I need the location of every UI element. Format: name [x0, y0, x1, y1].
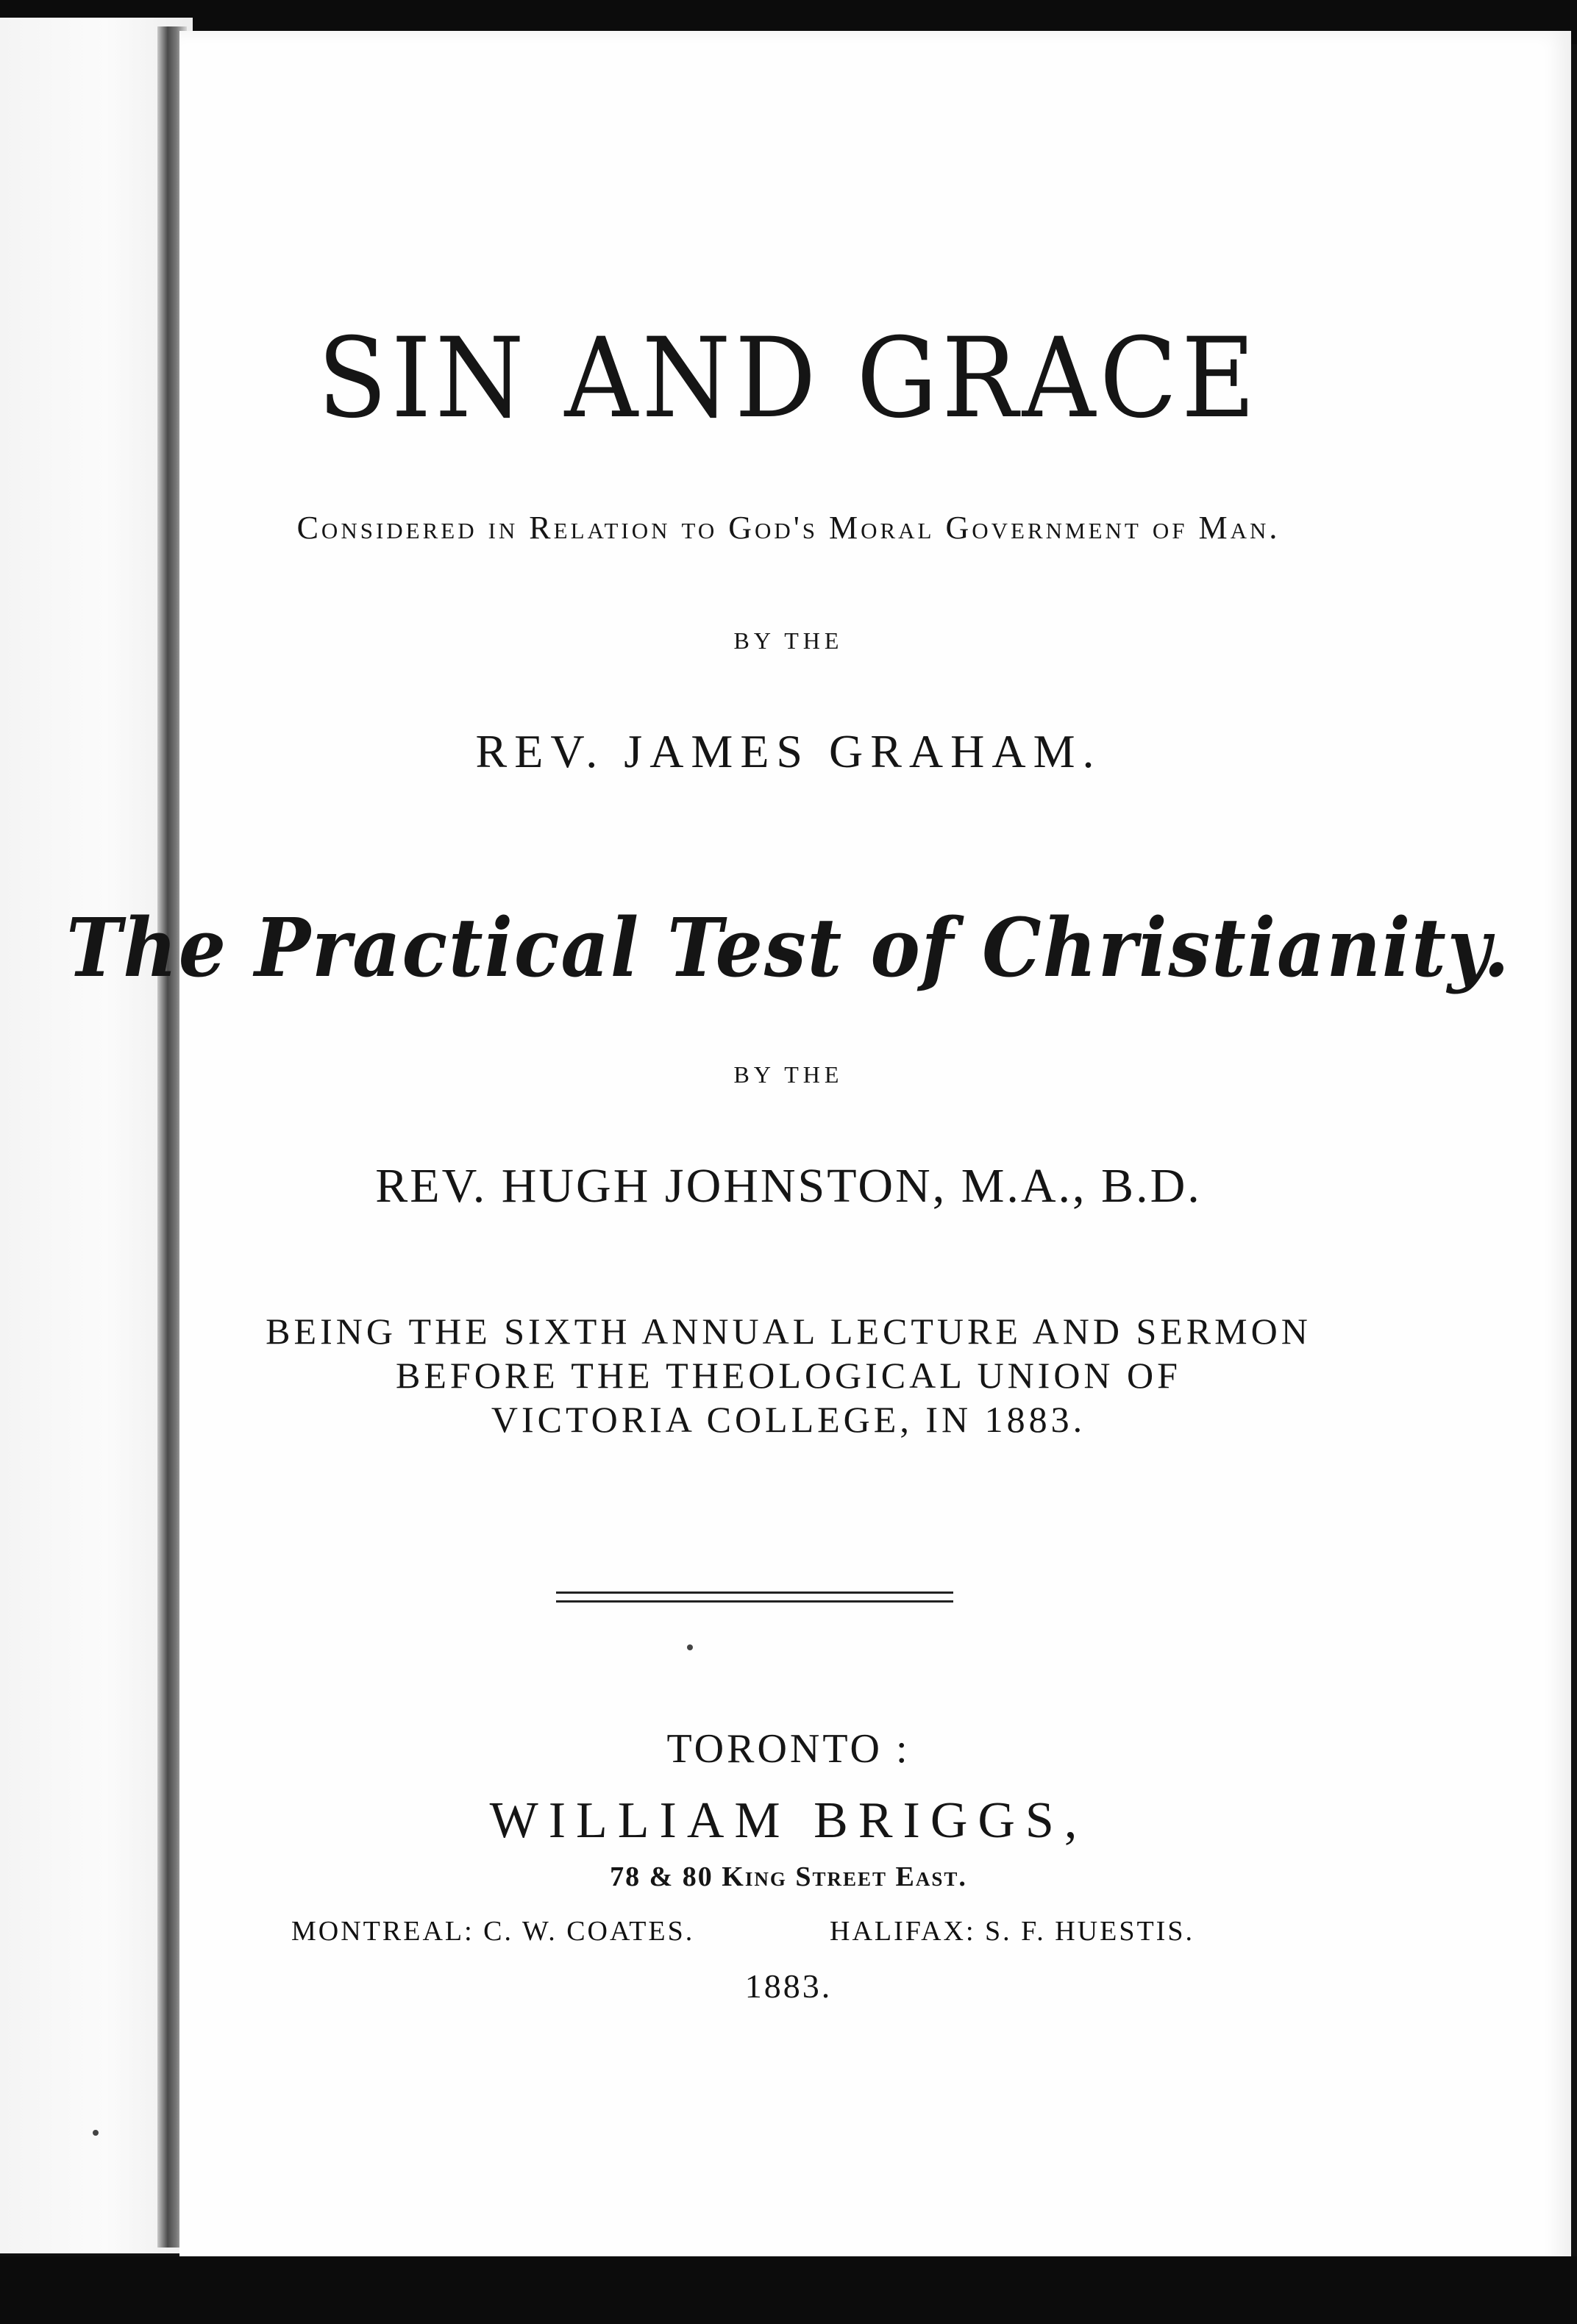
author-name-2: REV. HUGH JOHNSTON, M.A., B.D.	[375, 1159, 1202, 1213]
imprint-agents	[0, 1915, 1577, 1952]
scan-border-bottom	[0, 2256, 1577, 2324]
byline-label-2: BY THE	[733, 1061, 844, 1088]
decorative-rule	[556, 1591, 953, 1594]
decorative-rule	[556, 1600, 953, 1603]
imprint-publisher: WILLIAM BRIGGS,	[489, 1792, 1088, 1849]
lecture-line: BEFORE THE THEOLOGICAL UNION OF	[396, 1355, 1181, 1396]
byline-label-1: BY THE	[733, 627, 844, 654]
lecture-line: BEING THE SIXTH ANNUAL LECTURE AND SERMON	[266, 1311, 1311, 1352]
author-name-1: REV. JAMES GRAHAM.	[475, 725, 1102, 777]
lecture-line: VICTORIA COLLEGE, IN 1883.	[491, 1399, 1086, 1440]
book-title: SIN AND GRACE	[317, 315, 1260, 443]
second-work-title: The Practical Test of Christianity.	[66, 900, 1511, 995]
montreal-agent: MONTREAL: C. W. COATES.	[291, 1916, 695, 1947]
imprint-place: TORONTO :	[666, 1726, 911, 1772]
scan-speck	[93, 2130, 99, 2136]
book-subtitle: Considered in Relation to God's Moral Government of Man.	[296, 510, 1281, 546]
lecture-description	[0, 1309, 1577, 1441]
halifax-agent: HALIFAX: S. F. HUESTIS.	[830, 1916, 1195, 1947]
imprint-year: 1883.	[744, 1967, 833, 2005]
scan-speck	[687, 1644, 693, 1650]
imprint-address: 78 & 80 King Street East.	[610, 1861, 967, 1892]
